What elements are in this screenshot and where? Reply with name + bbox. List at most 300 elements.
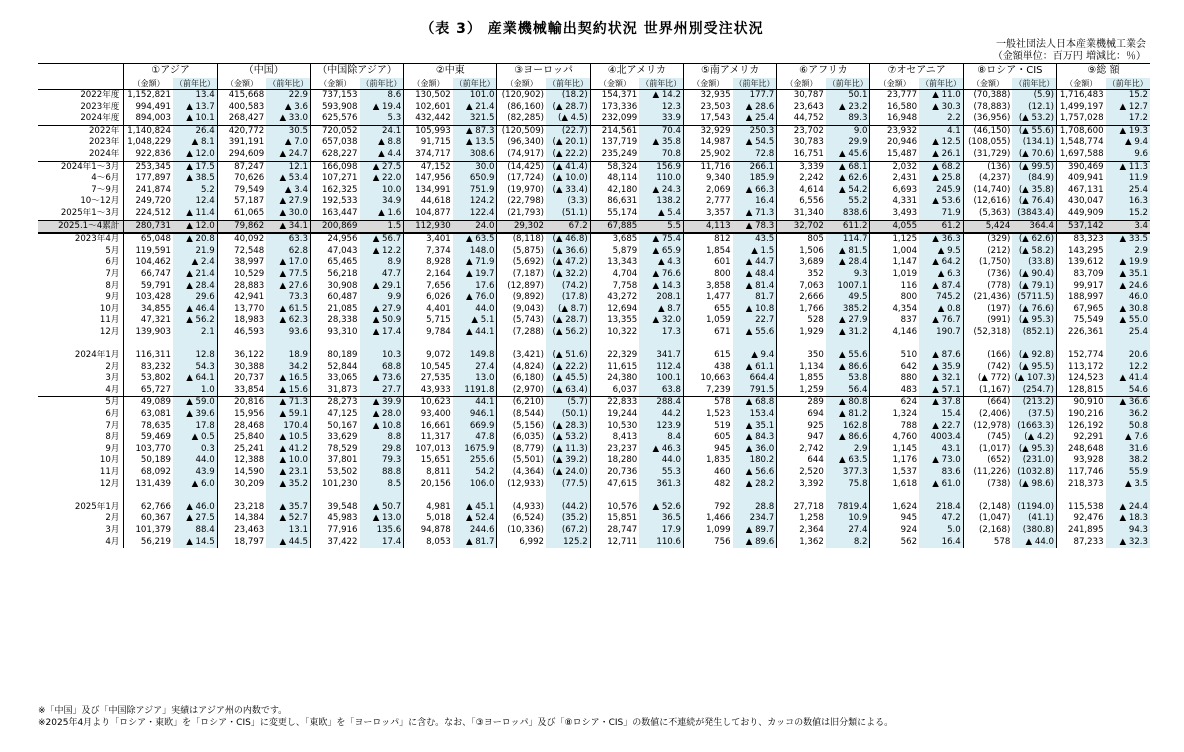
value-cell: 30,388 (217, 362, 266, 374)
ratio-cell: 148.0 (453, 246, 497, 258)
row-label: 2024年度 (80, 113, 120, 124)
ratio-cell: 49.5 (826, 292, 870, 304)
value-cell: 27,718 (777, 502, 826, 514)
row-label: 9月 (105, 443, 120, 454)
value-cell: 30,908 (310, 281, 359, 293)
ratio-cell: (5711.5) (1012, 292, 1056, 304)
value-cell: 510 (870, 350, 919, 362)
ratio-cell: ▲ 66.3 (733, 185, 777, 197)
value-cell: 53,802 (124, 373, 173, 385)
row-label: 2023年 (88, 137, 120, 148)
value-cell: 792 (683, 502, 732, 514)
ratio-cell: 100.1 (639, 373, 683, 385)
table-row (38, 292, 1150, 304)
ratio-cell: ▲ 35.1 (1106, 269, 1150, 281)
row-label (38, 490, 124, 502)
value-cell: 894,003 (124, 113, 173, 125)
value-cell: 42,180 (590, 185, 639, 197)
value-cell: 67,965 (1057, 304, 1106, 316)
ratio-cell: ▲ 23.2 (826, 102, 870, 114)
ratio-cell: 112.4 (639, 362, 683, 374)
ratio-cell: 17.6 (453, 281, 497, 293)
value-cell: 25,840 (217, 432, 266, 444)
value-cell (870, 338, 919, 350)
value-cell: 56,218 (310, 269, 359, 281)
value-cell: 105,993 (404, 125, 453, 137)
ratio-cell: ▲ 35.2 (266, 479, 310, 491)
value-cell: 5,879 (590, 246, 639, 258)
value-cell: (12,897) (497, 281, 546, 293)
ratio-cell: ▲ 34.1 (266, 220, 310, 233)
value-cell: 1,929 (777, 327, 826, 339)
value-cell (497, 338, 546, 350)
value-cell: 173,336 (590, 102, 639, 114)
table-row (38, 315, 1150, 327)
value-cell: (78,883) (963, 102, 1012, 114)
ratio-cell: 88.8 (360, 467, 404, 479)
value-cell: (736) (963, 269, 1012, 281)
value-cell: 2,777 (683, 196, 732, 208)
value-cell: 78,529 (310, 444, 359, 456)
ratio-cell: (▲ 53.2) (1012, 113, 1056, 125)
value-cell: 9,340 (683, 173, 732, 185)
value-cell: 7,758 (590, 281, 639, 293)
ratio-cell: ▲ 48.4 (733, 269, 777, 281)
ratio-cell: ▲ 18.3 (1106, 513, 1150, 525)
ratio-subheader: （前年比） (733, 78, 777, 90)
value-cell: 25,241 (217, 444, 266, 456)
value-cell: 79,549 (217, 185, 266, 197)
ratio-cell: ▲ 17.4 (360, 327, 404, 339)
ratio-cell: 36.5 (639, 513, 683, 525)
ratio-cell: 12.4 (173, 196, 217, 208)
ratio-cell (266, 490, 310, 502)
value-cell: 482 (683, 479, 732, 491)
value-cell: 7,063 (777, 281, 826, 293)
ratio-cell (360, 338, 404, 350)
value-cell: 44,752 (777, 113, 826, 125)
row-label: 2024年1月 (74, 350, 120, 361)
value-cell: 18,797 (217, 537, 266, 549)
region-header: （中国） (217, 64, 310, 79)
ratio-cell: (231.0) (1012, 455, 1056, 467)
ratio-cell: 669.9 (453, 421, 497, 433)
ratio-cell: ▲ 6.3 (919, 269, 963, 281)
ratio-cell: ▲ 50.7 (360, 502, 404, 514)
value-cell: 93,400 (404, 409, 453, 421)
value-cell: (2,970) (497, 385, 546, 397)
value-subheader: （金額） (1057, 78, 1106, 90)
ratio-cell: ▲ 35.7 (266, 502, 310, 514)
value-cell: 14,590 (217, 467, 266, 479)
value-cell: 65,465 (310, 257, 359, 269)
ratio-cell: 71.9 (919, 208, 963, 220)
ratio-cell (266, 338, 310, 350)
value-cell: (74,917) (497, 149, 546, 161)
table-row (38, 102, 1150, 114)
ratio-cell: ▲ 59.1 (266, 409, 310, 421)
ratio-cell: ▲ 62.3 (266, 315, 310, 327)
table-row (38, 338, 1150, 350)
ratio-cell: ▲ 19.3 (1106, 125, 1150, 137)
value-cell: 1,624 (870, 502, 919, 514)
ratio-cell: ▲ 21.4 (173, 269, 217, 281)
ratio-cell: 110.0 (639, 173, 683, 185)
value-cell: 4,146 (870, 327, 919, 339)
value-cell: 1,048,229 (124, 137, 173, 149)
ratio-cell: ▲ 28.4 (173, 281, 217, 293)
ratio-cell: ▲ 25.4 (733, 113, 777, 125)
ratio-cell: ▲ 10.0 (266, 455, 310, 467)
value-cell: 3,685 (590, 233, 639, 246)
ratio-cell: ▲ 80.8 (826, 397, 870, 409)
region-header: ⑧ロシア・CIS (963, 64, 1056, 79)
value-cell: 92,476 (1057, 513, 1106, 525)
value-cell: 22,329 (590, 350, 639, 362)
ratio-cell: 234.7 (733, 513, 777, 525)
ratio-cell: ▲ 6.0 (173, 479, 217, 491)
ratio-cell: ▲ 8.8 (360, 137, 404, 149)
ratio-cell: (▲ 11.3) (546, 444, 590, 456)
value-cell: 94,878 (404, 525, 453, 537)
table-row (38, 246, 1150, 258)
ratio-cell: ▲ 41.4 (1106, 373, 1150, 385)
value-cell: (6,180) (497, 373, 546, 385)
ratio-cell: ▲ 9.5 (919, 246, 963, 258)
value-cell: (108,055) (963, 137, 1012, 149)
value-cell: 10,576 (590, 502, 639, 514)
ratio-cell: 20.6 (1106, 350, 1150, 362)
ratio-cell: (▲ 35.8) (1012, 185, 1056, 197)
value-cell: 1,537 (870, 467, 919, 479)
value-cell: 2,742 (777, 444, 826, 456)
ratio-cell: 89.3 (826, 113, 870, 125)
value-cell: (652) (963, 455, 1012, 467)
value-cell: 128,815 (1057, 385, 1106, 397)
ratio-cell: 44.0 (639, 455, 683, 467)
value-cell: 1,766 (777, 304, 826, 316)
value-cell: 79,862 (217, 220, 266, 233)
value-cell: (14,740) (963, 185, 1012, 197)
value-cell: 20,156 (404, 479, 453, 491)
ratio-cell: ▲ 32.1 (919, 373, 963, 385)
ratio-cell: ▲ 13.0 (360, 513, 404, 525)
ratio-cell: ▲ 8.7 (639, 304, 683, 316)
ratio-cell: ▲ 31.2 (826, 327, 870, 339)
value-cell: 23,503 (683, 102, 732, 114)
value-cell: (5,156) (497, 421, 546, 433)
ratio-cell: 946.1 (453, 409, 497, 421)
ratio-cell: 208.1 (639, 292, 683, 304)
ratio-cell: 149.8 (453, 350, 497, 362)
ratio-subheader: （前年比） (1012, 78, 1056, 90)
ratio-cell: (▲ 58.2) (1012, 246, 1056, 258)
value-cell: 1,176 (870, 455, 919, 467)
value-cell: 11,615 (590, 362, 639, 374)
ratio-cell: 8.4 (639, 432, 683, 444)
value-cell: 519 (683, 421, 732, 433)
ratio-cell: 2.9 (826, 444, 870, 456)
value-cell: 124,523 (1057, 373, 1106, 385)
table-row (38, 432, 1150, 444)
row-label: 10～12月 (80, 196, 120, 207)
ratio-cell: 54.3 (173, 362, 217, 374)
value-cell: 44,618 (404, 196, 453, 208)
value-cell: 6,693 (870, 185, 919, 197)
page-title: （表 3） 産業機械輸出契約状況 世界州別受注状況 (420, 21, 764, 37)
ratio-cell: 17.8 (173, 421, 217, 433)
value-cell: 134,991 (404, 185, 453, 197)
ratio-cell: (▲ 20.1) (546, 137, 590, 149)
ratio-cell: ▲ 59.0 (173, 397, 217, 409)
ratio-cell: ▲ 10.1 (173, 113, 217, 125)
value-cell (777, 338, 826, 350)
value-cell (1057, 338, 1106, 350)
value-cell: 720,052 (310, 125, 359, 137)
value-cell: 48,114 (590, 173, 639, 185)
orders-table-container (38, 63, 1150, 548)
value-cell: 391,191 (217, 137, 266, 149)
table-row (38, 421, 1150, 433)
ratio-cell: (▲ 46.8) (546, 233, 590, 246)
ratio-cell: ▲ 87.4 (919, 281, 963, 293)
ratio-cell: 27.4 (453, 362, 497, 374)
value-cell: 241,895 (1057, 525, 1106, 537)
value-cell: 14,384 (217, 513, 266, 525)
value-cell: 1,259 (777, 385, 826, 397)
value-cell (683, 490, 732, 502)
value-cell: 53,502 (310, 467, 359, 479)
value-cell: 1,324 (870, 409, 919, 421)
value-cell: 91,715 (404, 137, 453, 149)
ratio-cell: 29.8 (360, 444, 404, 456)
value-cell: 7,239 (683, 385, 732, 397)
ratio-cell: 123.9 (639, 421, 683, 433)
ratio-subheader: （前年比） (546, 78, 590, 90)
ratio-cell: ▲ 4.4 (360, 149, 404, 161)
value-cell: (5,692) (497, 257, 546, 269)
value-cell: 112,930 (404, 220, 453, 233)
value-cell: 352 (777, 269, 826, 281)
value-cell: (6,210) (497, 397, 546, 409)
row-label: 6月 (105, 409, 120, 420)
table-row (38, 525, 1150, 537)
ratio-cell: (▲ 28.3) (546, 421, 590, 433)
ratio-cell: ▲ 61.0 (919, 479, 963, 491)
value-cell: (7,187) (497, 269, 546, 281)
row-label: 4月 (105, 536, 120, 547)
ratio-cell: ▲ 53.6 (919, 196, 963, 208)
ratio-cell (919, 490, 963, 502)
footnote-2: ※2025年4月より「ロシア・東欧」を「ロシア・CIS」に変更し、「東欧」を「ヨーロッパ」に含む。なお、「③ヨーロッパ」及び「⑧ロシア・CIS」の数値に不連続が発生しており、カッコの数値は旧分類による。 (38, 718, 894, 728)
ratio-cell: ▲ 52.6 (639, 502, 683, 514)
ratio-cell: 34.9 (360, 196, 404, 208)
ratio-cell: ▲ 10.8 (360, 421, 404, 433)
ratio-subheader: （前年比） (453, 78, 497, 90)
value-cell: 75,549 (1057, 315, 1106, 327)
value-subheader: （金額） (683, 78, 732, 90)
ratio-cell: 61.2 (919, 220, 963, 233)
ratio-cell: 62.8 (266, 246, 310, 258)
value-cell: (329) (963, 233, 1012, 246)
ratio-cell: 12.3 (639, 102, 683, 114)
value-cell: 60,487 (310, 292, 359, 304)
row-label: 3月 (105, 524, 120, 535)
ratio-cell: (▲ 55.6) (1012, 125, 1056, 137)
row-label: 6月 (105, 257, 120, 268)
ratio-cell: ▲ 11.0 (919, 90, 963, 102)
ratio-cell: 30.5 (266, 125, 310, 137)
ratio-cell: 55.2 (826, 196, 870, 208)
value-cell: 1,499,197 (1057, 102, 1106, 114)
ratio-cell: (▲ 32.2) (546, 269, 590, 281)
value-cell: 10,530 (590, 421, 639, 433)
table-row (38, 173, 1150, 185)
value-cell: 72,548 (217, 246, 266, 258)
ratio-cell: (▲ 98.6) (1012, 479, 1056, 491)
value-cell: 30,209 (217, 479, 266, 491)
ratio-cell: ▲ 29.1 (360, 281, 404, 293)
value-cell: (5,363) (963, 208, 1012, 220)
value-cell: 880 (870, 373, 919, 385)
ratio-cell: 12.8 (173, 350, 217, 362)
value-cell: 20,946 (870, 137, 919, 149)
table-row (38, 397, 1150, 409)
ratio-cell: 29.9 (826, 137, 870, 149)
ratio-cell: (▲ 70.6) (1012, 149, 1056, 161)
row-label: 12月 (99, 478, 120, 489)
ratio-cell: 22.9 (266, 90, 310, 102)
value-cell: 107,271 (310, 173, 359, 185)
ratio-cell: (254.7) (1012, 385, 1056, 397)
ratio-cell: ▲ 27.5 (360, 161, 404, 173)
value-cell: 57,187 (217, 196, 266, 208)
ratio-cell: 1007.1 (826, 281, 870, 293)
value-cell: 139,612 (1057, 257, 1106, 269)
value-cell: 23,777 (870, 90, 919, 102)
value-cell: 235,249 (590, 149, 639, 161)
row-label: 3月 (105, 373, 120, 384)
value-cell: 3,392 (777, 479, 826, 491)
value-cell: 409,941 (1057, 173, 1106, 185)
ratio-cell: 16.4 (919, 537, 963, 549)
value-cell: 390,469 (1057, 161, 1106, 173)
ratio-cell (546, 490, 590, 502)
value-cell: 33,629 (310, 432, 359, 444)
value-cell: 10,322 (590, 327, 639, 339)
ratio-cell: ▲ 55.6 (826, 350, 870, 362)
table-row (38, 125, 1150, 137)
ratio-cell: 7819.4 (826, 502, 870, 514)
ratio-cell: ▲ 4.3 (639, 257, 683, 269)
table-row (38, 350, 1150, 362)
ratio-cell: (134.1) (1012, 137, 1056, 149)
value-cell (777, 490, 826, 502)
ratio-cell: 10.9 (826, 513, 870, 525)
organization-name: 一般社団法人日本産業機械工業会 (996, 39, 1146, 50)
value-cell: 837 (870, 315, 919, 327)
row-label: 4月 (105, 384, 120, 395)
value-cell: 415,668 (217, 90, 266, 102)
value-cell: 23,237 (590, 444, 639, 456)
footnotes (38, 705, 893, 729)
table-row (38, 455, 1150, 467)
value-subheader: （金額） (870, 78, 919, 90)
ratio-cell: 745.2 (919, 292, 963, 304)
value-cell: 1,708,600 (1057, 125, 1106, 137)
region-header: ③ヨーロッパ (497, 64, 590, 79)
value-cell: 13,770 (217, 304, 266, 316)
value-cell: 628,227 (310, 149, 359, 161)
orders-by-region-table (38, 63, 1150, 548)
value-cell: 1,854 (683, 246, 732, 258)
ratio-cell: ▲ 53.4 (266, 173, 310, 185)
value-cell: (7,288) (497, 327, 546, 339)
ratio-cell: ▲ 39.9 (360, 397, 404, 409)
value-cell: 562 (870, 537, 919, 549)
row-label: 2月 (105, 361, 120, 372)
ratio-cell: ▲ 1.6 (360, 208, 404, 220)
value-cell: 10,623 (404, 397, 453, 409)
value-cell: 49,089 (124, 397, 173, 409)
unit-note: （金額単位：百万円 増減比：％） (992, 51, 1146, 62)
ratio-cell: (▲ 39.2) (546, 455, 590, 467)
value-cell: (166) (963, 350, 1012, 362)
ratio-cell: ▲ 24.4 (1106, 502, 1150, 514)
ratio-cell: 50.1 (826, 90, 870, 102)
value-cell: (17,724) (497, 173, 546, 185)
value-cell: 113,172 (1057, 362, 1106, 374)
value-cell: 925 (777, 421, 826, 433)
table-row (38, 362, 1150, 374)
value-cell: 90,910 (1057, 397, 1106, 409)
value-cell: 947 (777, 432, 826, 444)
value-cell: 218,373 (1057, 479, 1106, 491)
region-header: ⑦オセアニア (870, 64, 963, 79)
value-cell: 126,192 (1057, 421, 1106, 433)
ratio-cell: 53.8 (826, 373, 870, 385)
ratio-cell: ▲ 27.9 (360, 304, 404, 316)
ratio-cell: 9.3 (826, 269, 870, 281)
ratio-cell: ▲ 44.7 (733, 257, 777, 269)
value-cell: (11,226) (963, 467, 1012, 479)
value-cell (217, 490, 266, 502)
ratio-cell: (▲ 95.3) (1012, 444, 1056, 456)
ratio-cell: 156.9 (639, 161, 683, 173)
value-cell: 812 (683, 233, 732, 246)
ratio-cell: 15.2 (1106, 90, 1150, 102)
value-cell: 12,388 (217, 455, 266, 467)
ratio-cell: (▲ 95.3) (1012, 315, 1056, 327)
value-cell: 3,357 (683, 208, 732, 220)
ratio-cell: ▲ 17.5 (173, 161, 217, 173)
value-cell: 1,523 (683, 409, 732, 421)
value-cell: 615 (683, 350, 732, 362)
ratio-cell: ▲ 89.6 (733, 537, 777, 549)
ratio-cell: (▲ 28.7) (546, 315, 590, 327)
value-cell: 4,354 (870, 304, 919, 316)
ratio-cell: 5.0 (919, 525, 963, 537)
value-cell: 47,615 (590, 479, 639, 491)
ratio-cell: 27.4 (826, 525, 870, 537)
ratio-cell: ▲ 27.6 (266, 281, 310, 293)
value-cell: 10,663 (683, 373, 732, 385)
value-cell: (4,933) (497, 502, 546, 514)
ratio-cell: 2.2 (919, 113, 963, 125)
ratio-cell: ▲ 77.5 (266, 269, 310, 281)
ratio-cell (733, 490, 777, 502)
ratio-cell: ▲ 25.8 (919, 173, 963, 185)
